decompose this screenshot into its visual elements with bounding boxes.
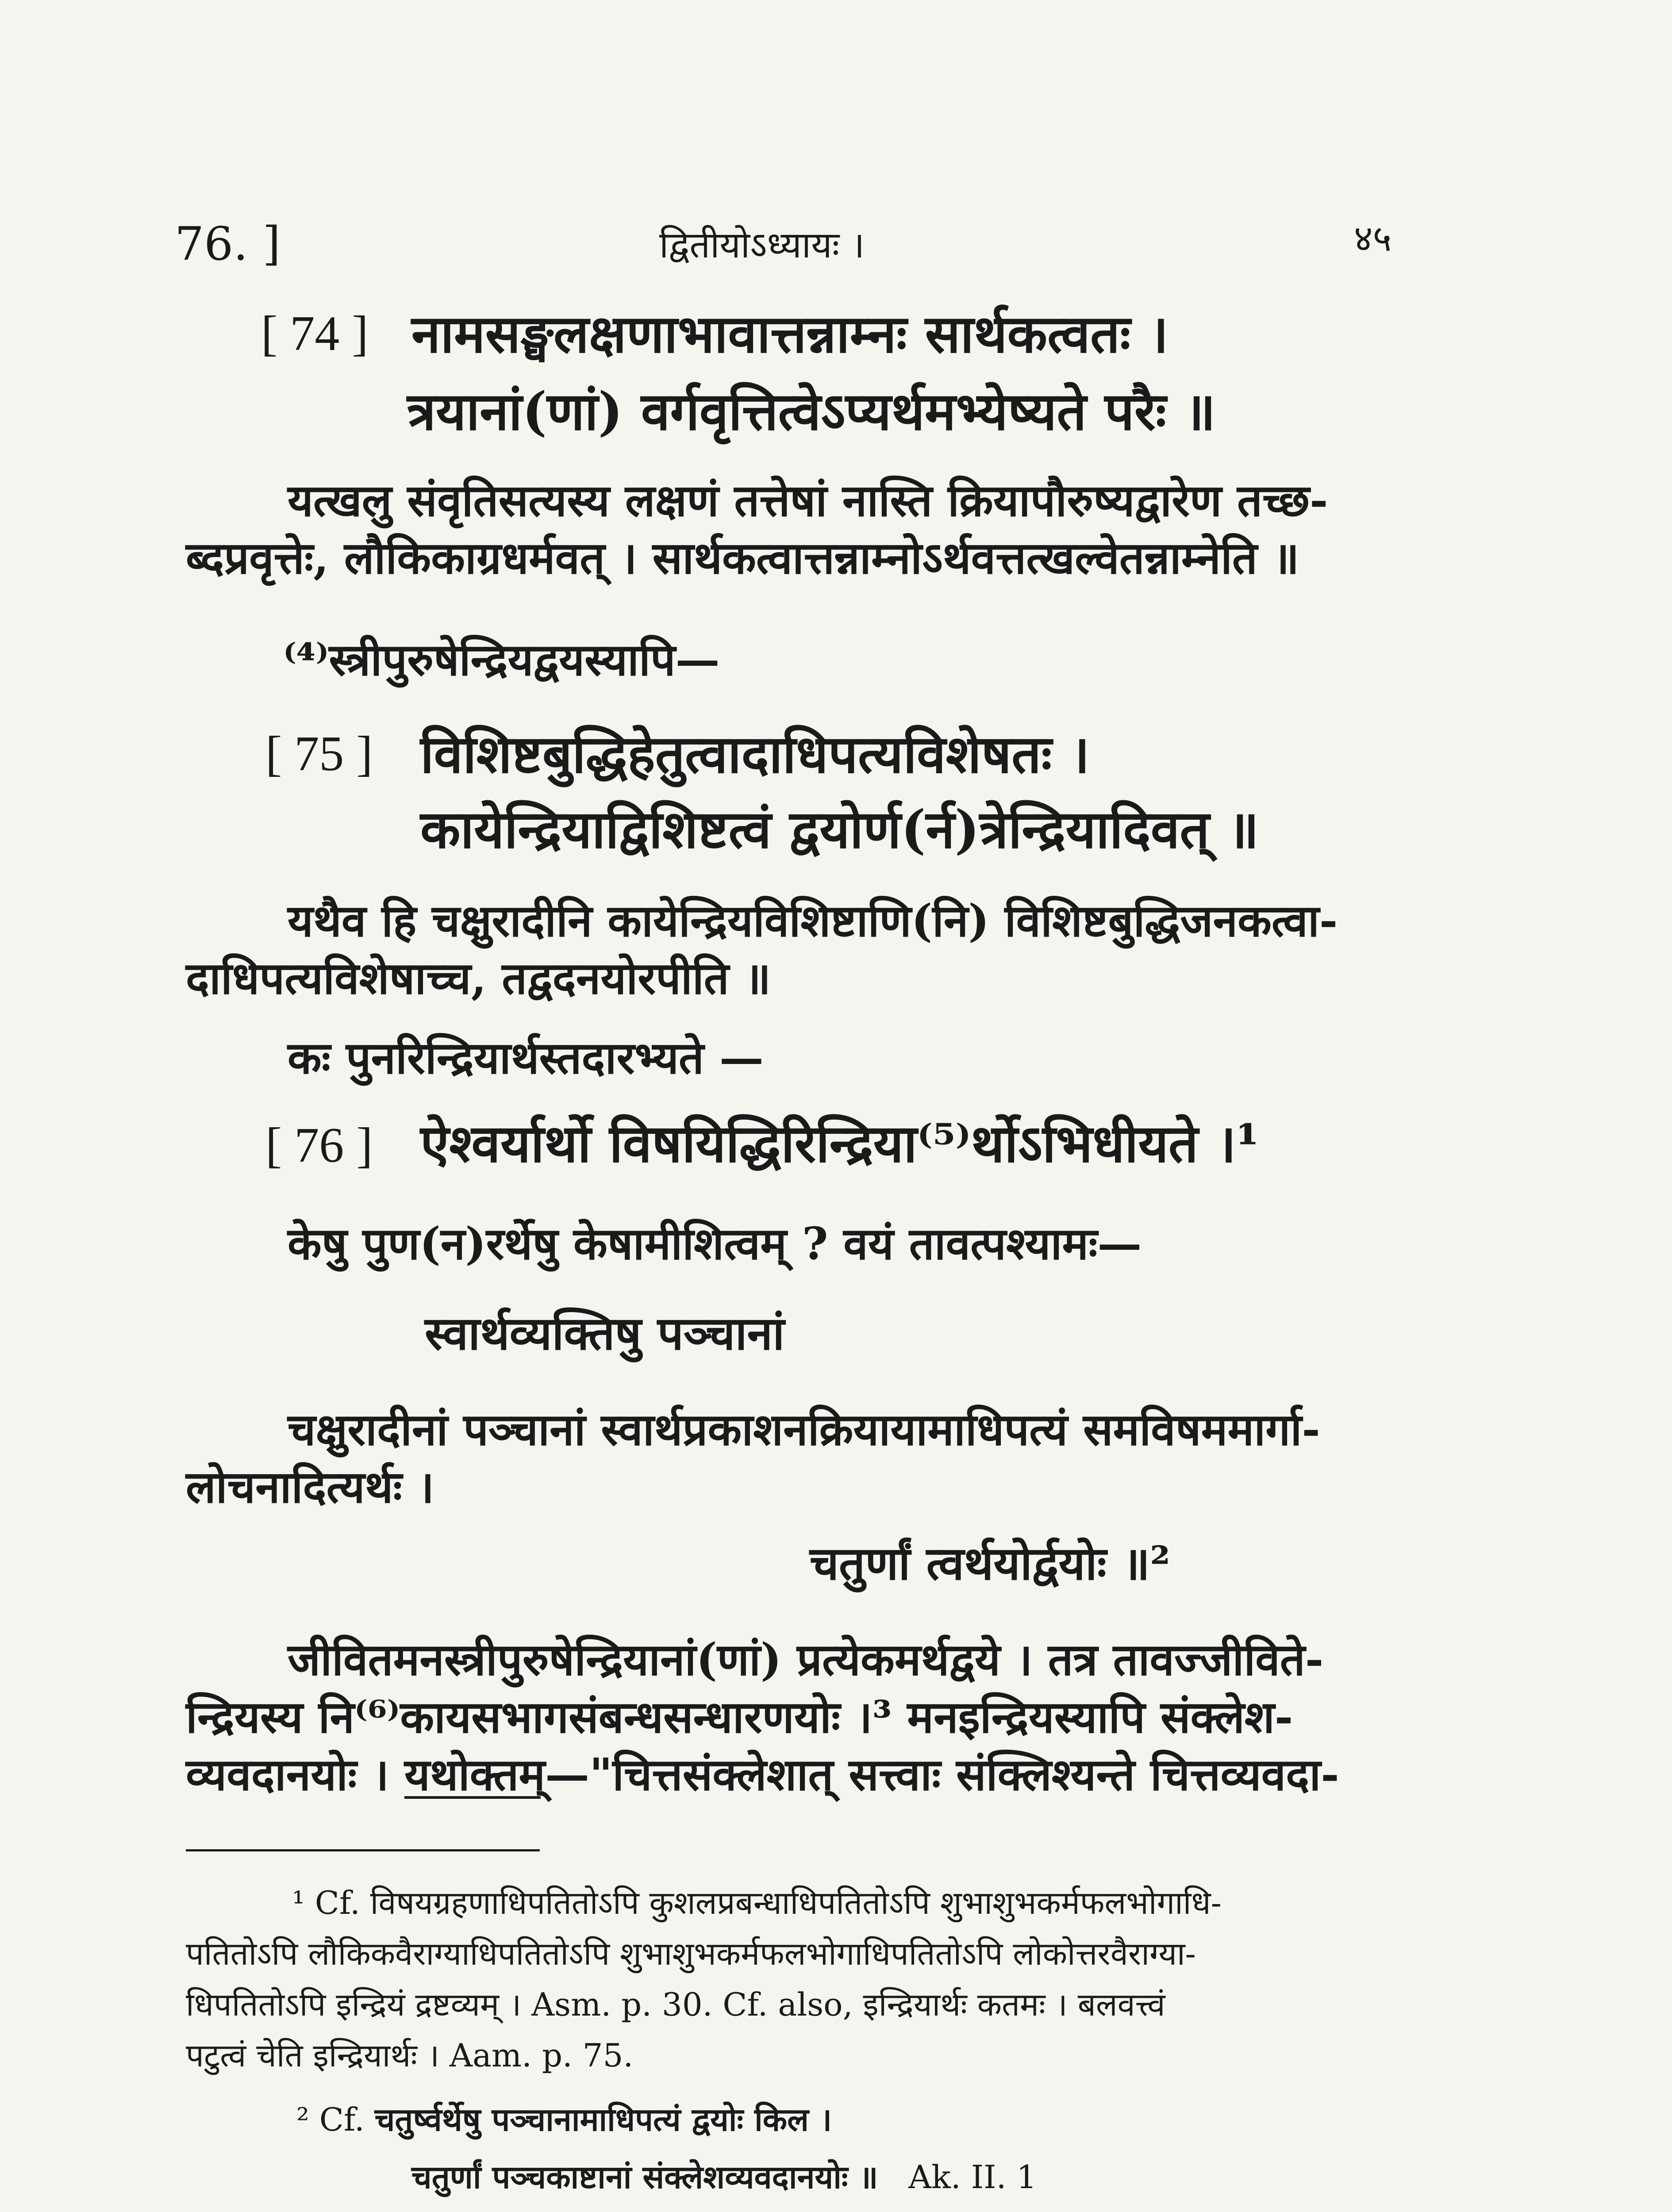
footnote-2-line-1 <box>296 2097 832 2140</box>
verse-75-number: [ 75 ] <box>265 726 373 781</box>
page-number: ४५ <box>1354 218 1392 260</box>
verse-75-line-2: कायेन्द्रियाद्विशिष्टत्वं द्वयोर्ण(र्न)त्रेन्द्रियादिवत् ॥ <box>420 799 1259 860</box>
commentary-76-line-2: लोचनादित्यर्थः । <box>186 1461 434 1513</box>
commentary-76-line-5-quote: —"चित्तसंक्लेशात् सत्त्वाः संक्लिश्यन्ते चित्तव्यवदा- <box>545 1748 1339 1801</box>
commentary-76-line-3: जीवितमनस्त्रीपुरुषेन्द्रियानां(णां) प्रत्येकमर्थद्वये । तत्र तावज्जीविते- <box>288 1633 1324 1686</box>
commentary-75-intro: ⁽⁴⁾स्त्रीपुरुषेन्द्रियद्वयस्यापि— <box>283 634 720 686</box>
commentary-76-question: केषु पुण(न)रर्थेषु केषामीशित्वम् ? वयं तावत्पश्यामः— <box>288 1217 1142 1270</box>
commentary-76-line-4: न्द्रियस्य नि⁽⁶⁾कायसभागसंबन्धसन्धारणयोः ।³ मनइन्द्रियस्यापि संक्लेश- <box>186 1691 1293 1743</box>
verse-74-line-1: नामसङ्घलक्षणाभावात्तन्नाम्नः सार्थकत्वतः । <box>411 303 1168 365</box>
commentary-76-subverse-1: स्वार्थव्यक्तिषु पञ्चानां <box>425 1306 785 1360</box>
commentary-76-subverse-2: चतुर्णां त्वर्थयोर्द्वयोः ॥² <box>810 1536 1170 1590</box>
commentary-75-line-1: यथैव हि चक्षुरादीनि कायेन्द्रियविशिष्टाणि(नि) विशिष्टबुद्धिजनकत्वा- <box>288 895 1338 947</box>
footnote-divider <box>186 1849 540 1851</box>
footnote-2-line-2 <box>411 2154 1037 2198</box>
commentary-75-line-2: दाधिपत्यविशेषाच्च, तद्वदनयोरपीति ॥ <box>186 952 771 1004</box>
footnote-2-verse-1: चतुर्ष्वर्थेषु पञ्चानामाधिपत्यं द्वयोः किल । <box>374 2101 832 2138</box>
verse-76-number: [ 76 ] <box>265 1118 373 1173</box>
footnote-1-line-3: धिपतितोऽपि इन्द्रियं द्रष्टव्यम् । Asm. p. 30. Cf. also, इन्द्रियार्थः कतमः । बलवत्त्वं <box>186 1986 1165 2023</box>
verse-74-line-2: त्रयानां(णां) वर्गवृत्तित्वेऽप्यर्थमभ्येष्यते परैः ॥ <box>407 380 1216 442</box>
commentary-74-line-2: ब्दप्रवृत्तेः, लौकिकाग्रधर्मवत् । सार्थकत्वात्तन्नाम्नोऽर्थवत्तत्खल्वेतन्नाम्नेति ॥ <box>186 532 1299 584</box>
commentary-76-line-5-start: व्यवदानयोः । <box>186 1748 404 1801</box>
footnote-2-reference: Ak. II. 1 <box>908 2158 1037 2196</box>
footnote-1-line-4: पटुत्वं चेति इन्द्रियार्थः । Aam. p. 75. <box>186 2037 634 2074</box>
commentary-74-line-1: यत्खलु संवृतिसत्यस्य लक्षणं तत्तेषां नास्ति क्रियापौरुष्यद्वारेण तच्छ- <box>288 474 1328 526</box>
verse-74-number: [ 74 ] <box>261 306 369 361</box>
verse-75-line-1: विशिष्टबुद्धिहेतुत्वादाधिपत्यविशेषतः । <box>420 723 1090 785</box>
footnote-1-line-2: पतितोऽपि लौकिकवैराग्याधिपतितोऽपि शुभाशुभकर्मफलभोगाधिपतितोऽपि लोकोत्तरवैराग्या- <box>186 1935 1196 1972</box>
chapter-title: द्वितीयोऽध्यायः । <box>659 224 865 266</box>
commentary-76-intro: कः पुनरिन्द्रियार्थस्तदारभ्यते — <box>288 1032 764 1084</box>
commentary-76-line-5 <box>186 1743 1339 1803</box>
footnote-2-verse-2: चतुर्णां पञ्चकाष्टानां संक्लेशव्यवदानयोः ॥ <box>411 2158 878 2196</box>
footnote-2-prefix: ² Cf. <box>296 2101 375 2138</box>
page-reference: 76. ] <box>175 217 281 271</box>
commentary-76-line-1: चक्षुरादीनां पञ्चानां स्वार्थप्रकाशनक्रियायामाधिपत्यं समविषममार्गा- <box>288 1403 1320 1455</box>
yathoktam-underlined: यथोक्तम् <box>404 1748 546 1801</box>
footnote-1-line-1: ¹ Cf. विषयग्रहणाधिपतितोऽपि कुशलप्रबन्धाधिपतितोऽपि शुभाशुभकर्मफलभोगाधि- <box>292 1884 1222 1921</box>
verse-76-line-1: ऐश्वर्यार्थो विषयिद्धिरिन्द्रिया⁽⁵⁾र्थोऽभिधीयते ।¹ <box>420 1113 1259 1174</box>
